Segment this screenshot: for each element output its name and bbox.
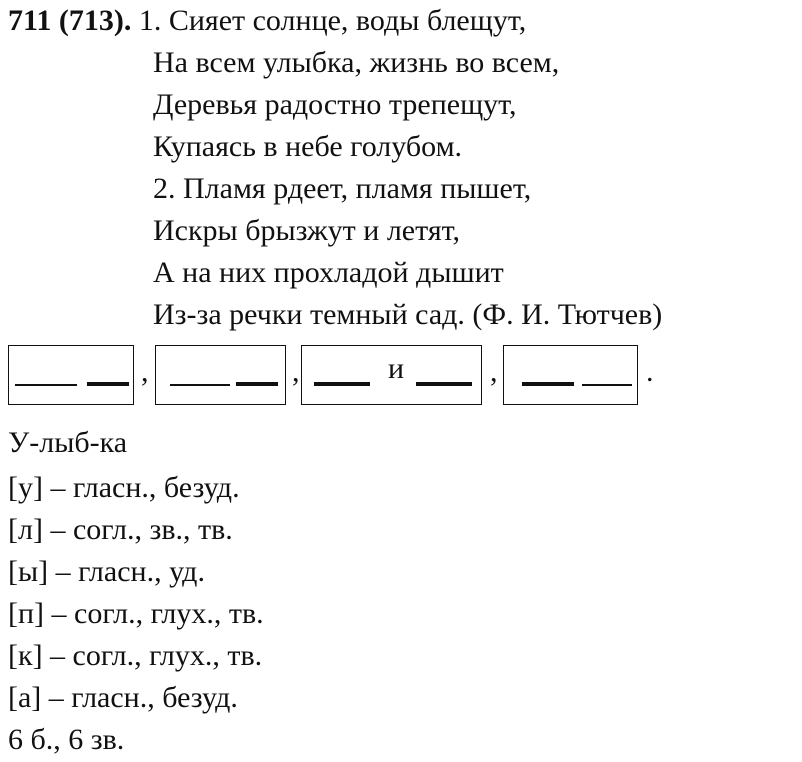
poem-line-5: 2. Пламя рдеет, пламя пышет, [153, 172, 532, 205]
predicate-underline [416, 382, 472, 386]
sound-line-5: [к] – согл., глух., тв. [8, 639, 263, 672]
sound-line-1: [у] – гласн., безуд. [8, 471, 240, 504]
predicate-underline [522, 382, 574, 386]
scheme-conjunction: и [388, 352, 405, 385]
scheme-comma-3: , [490, 355, 498, 388]
scheme-box-2 [155, 345, 286, 405]
sound-line-3: [ы] – гласн., уд. [8, 555, 205, 588]
sound-line-2: [л] – согл., зв., тв. [8, 513, 233, 546]
scheme-period: . [646, 355, 654, 388]
scheme-box-3 [301, 345, 482, 405]
poem-line-4: Купаясь в небе голубом. [153, 130, 463, 163]
scheme-comma-1: , [141, 355, 149, 388]
exercise-number: 711 (713). [8, 4, 132, 37]
subject-underline [15, 384, 77, 386]
poem-line-3: Деревья радостно трепещут, [153, 88, 517, 121]
scheme-comma-2: , [292, 355, 300, 388]
subject-underline [582, 384, 632, 386]
poem-line-8: Из-за речки темный сад. (Ф. И. Тютчев) [153, 298, 663, 331]
analysis-word: У-лыб-ка [8, 426, 128, 459]
predicate-underline [314, 382, 370, 386]
poem-line-2: На всем улыбка, жизнь во всем, [153, 46, 560, 79]
sound-line-6: [а] – гласн., безуд. [8, 681, 238, 714]
poem-line-7: А на них прохладой дышит [153, 256, 504, 289]
poem-line-6: Искры брызжут и летят, [153, 214, 460, 247]
exercise-heading [8, 6, 526, 36]
scheme-box-1 [8, 345, 134, 405]
sound-line-4: [п] – согл., глух., тв. [8, 597, 264, 630]
poem-line-1: 1. Сияет солнце, воды блещут, [138, 4, 527, 37]
predicate-underline [87, 382, 129, 386]
scheme-box-4 [503, 345, 638, 405]
subject-underline [170, 384, 230, 386]
predicate-underline [236, 382, 278, 386]
analysis-summary: 6 б., 6 зв. [8, 723, 125, 756]
